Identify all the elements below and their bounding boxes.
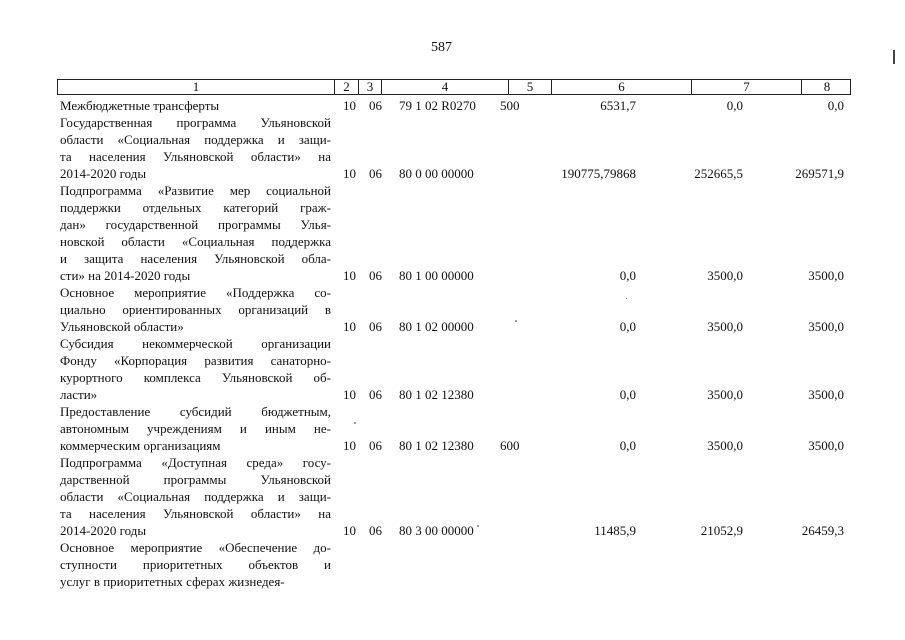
chapter-code: 10	[343, 523, 356, 538]
description-line: сти» на 2014-2020 годы	[60, 268, 191, 283]
description-line: и защита населения Ульяновской обла-	[60, 251, 331, 266]
subchapter-code: 06	[369, 387, 382, 402]
amount-year-1: 0,0	[619, 438, 636, 453]
column-header-7: 7	[691, 80, 801, 94]
target-article-code: 80 1 00 00000	[399, 268, 474, 283]
description-line: Подпрограмма «Развитие мер социальной	[60, 183, 331, 198]
description-line: та населения Ульяновской области» на	[60, 506, 331, 521]
column-header-8: 8	[801, 80, 852, 94]
amount-year-3: 3500,0	[808, 319, 844, 334]
description-line: 2014-2020 годы	[60, 166, 147, 181]
chapter-code: 10	[343, 166, 356, 181]
description-line: дан» государственной программы Улья-	[60, 217, 331, 232]
amount-year-1: 11485,9	[594, 523, 636, 538]
amount-year-1: 6531,7	[600, 98, 636, 113]
description-line: области «Социальная поддержка и защи-	[60, 489, 331, 504]
description-line: 2014-2020 годы	[60, 523, 147, 538]
column-header-3: 3	[358, 80, 381, 94]
amount-year-1: 0,0	[619, 268, 636, 283]
description-line: Основное мероприятие «Обеспечение до-	[60, 540, 331, 555]
amount-year-3: 3500,0	[808, 438, 844, 453]
amount-year-3: 26459,3	[801, 523, 844, 538]
column-header-6: 6	[551, 80, 691, 94]
scan-speck	[477, 525, 479, 527]
amount-year-2: 0,0	[726, 98, 743, 113]
description-line: Ульяновской области»	[60, 319, 184, 334]
row-description	[60, 182, 331, 284]
expense-type-code: 500	[500, 98, 520, 113]
scan-speck	[354, 422, 356, 424]
amount-year-3: 269571,9	[795, 166, 844, 181]
chapter-code: 10	[343, 268, 356, 283]
amount-year-2: 3500,0	[707, 438, 743, 453]
description-line: услуг в приоритетных сферах жизнедея-	[60, 574, 285, 589]
description-line: коммерческим организациям	[60, 438, 221, 453]
amount-year-2: 3500,0	[707, 268, 743, 283]
target-article-code: 80 1 02 00000	[399, 319, 474, 334]
scan-edge-mark	[893, 50, 895, 64]
row-description	[60, 403, 331, 454]
description-line: курортного комплекса Ульяновской об-	[60, 370, 331, 385]
amount-year-3: 0,0	[827, 98, 844, 113]
amount-year-3: 3500,0	[808, 268, 844, 283]
description-line: ступности приоритетных объектов и	[60, 557, 331, 572]
expense-type-code: 600	[500, 438, 520, 453]
amount-year-2: 21052,9	[700, 523, 743, 538]
scan-speck	[626, 298, 627, 299]
column-header-5: 5	[508, 80, 551, 94]
description-line: дарственной программы Ульяновской	[60, 472, 331, 487]
target-article-code: 80 1 02 12380	[399, 438, 474, 453]
row-description	[60, 335, 331, 403]
subchapter-code: 06	[369, 268, 382, 283]
row-description	[60, 114, 331, 182]
amount-year-3: 3500,0	[808, 387, 844, 402]
description-line: автономным учреждениям и иным не-	[60, 421, 331, 436]
scan-speck	[515, 320, 517, 322]
amount-year-1: 0,0	[619, 319, 636, 334]
description-line: области «Социальная поддержка и защи-	[60, 132, 331, 147]
row-description	[60, 454, 331, 539]
subchapter-code: 06	[369, 319, 382, 334]
description-line: Подпрограмма «Доступная среда» госу-	[60, 455, 331, 470]
description-line: ласти»	[60, 387, 98, 402]
chapter-code: 10	[343, 387, 356, 402]
row-description	[60, 539, 331, 590]
row-description	[60, 97, 331, 114]
chapter-code: 10	[343, 438, 356, 453]
description-line: Предоставление субсидий бюджетным,	[60, 404, 331, 419]
subchapter-code: 06	[369, 98, 382, 113]
amount-year-1: 190775,79868	[561, 166, 636, 181]
amount-year-1: 0,0	[619, 387, 636, 402]
description-line: Основное мероприятие «Поддержка со-	[60, 285, 331, 300]
subchapter-code: 06	[369, 438, 382, 453]
description-line: Фонду «Корпорация развития санаторно-	[60, 353, 331, 368]
target-article-code: 79 1 02 R0270	[399, 98, 476, 113]
target-article-code: 80 1 02 12380	[399, 387, 474, 402]
row-description	[60, 284, 331, 335]
column-header-2: 2	[334, 80, 358, 94]
target-article-code: 80 0 00 00000	[399, 166, 474, 181]
chapter-code: 10	[343, 98, 356, 113]
description-line: Государственная программа Ульяновской	[60, 115, 331, 130]
amount-year-2: 252665,5	[694, 166, 743, 181]
subchapter-code: 06	[369, 523, 382, 538]
page-number: 587	[431, 40, 452, 55]
description-line: Межбюджетные трансферты	[60, 98, 220, 113]
target-article-code: 80 3 00 00000	[399, 523, 474, 538]
description-line: циально ориентированных организаций в	[60, 302, 331, 317]
column-header-1: 1	[192, 79, 200, 94]
subchapter-code: 06	[369, 166, 382, 181]
description-line: та населения Ульяновской области» на	[60, 149, 331, 164]
column-header-4: 4	[381, 80, 508, 94]
description-line: поддержки отдельных категорий граж-	[60, 200, 331, 215]
description-line: Субсидия некоммерческой организации	[60, 336, 331, 351]
amount-year-2: 3500,0	[707, 319, 743, 334]
description-line: новской области «Социальная поддержка	[60, 234, 331, 249]
chapter-code: 10	[343, 319, 356, 334]
amount-year-2: 3500,0	[707, 387, 743, 402]
